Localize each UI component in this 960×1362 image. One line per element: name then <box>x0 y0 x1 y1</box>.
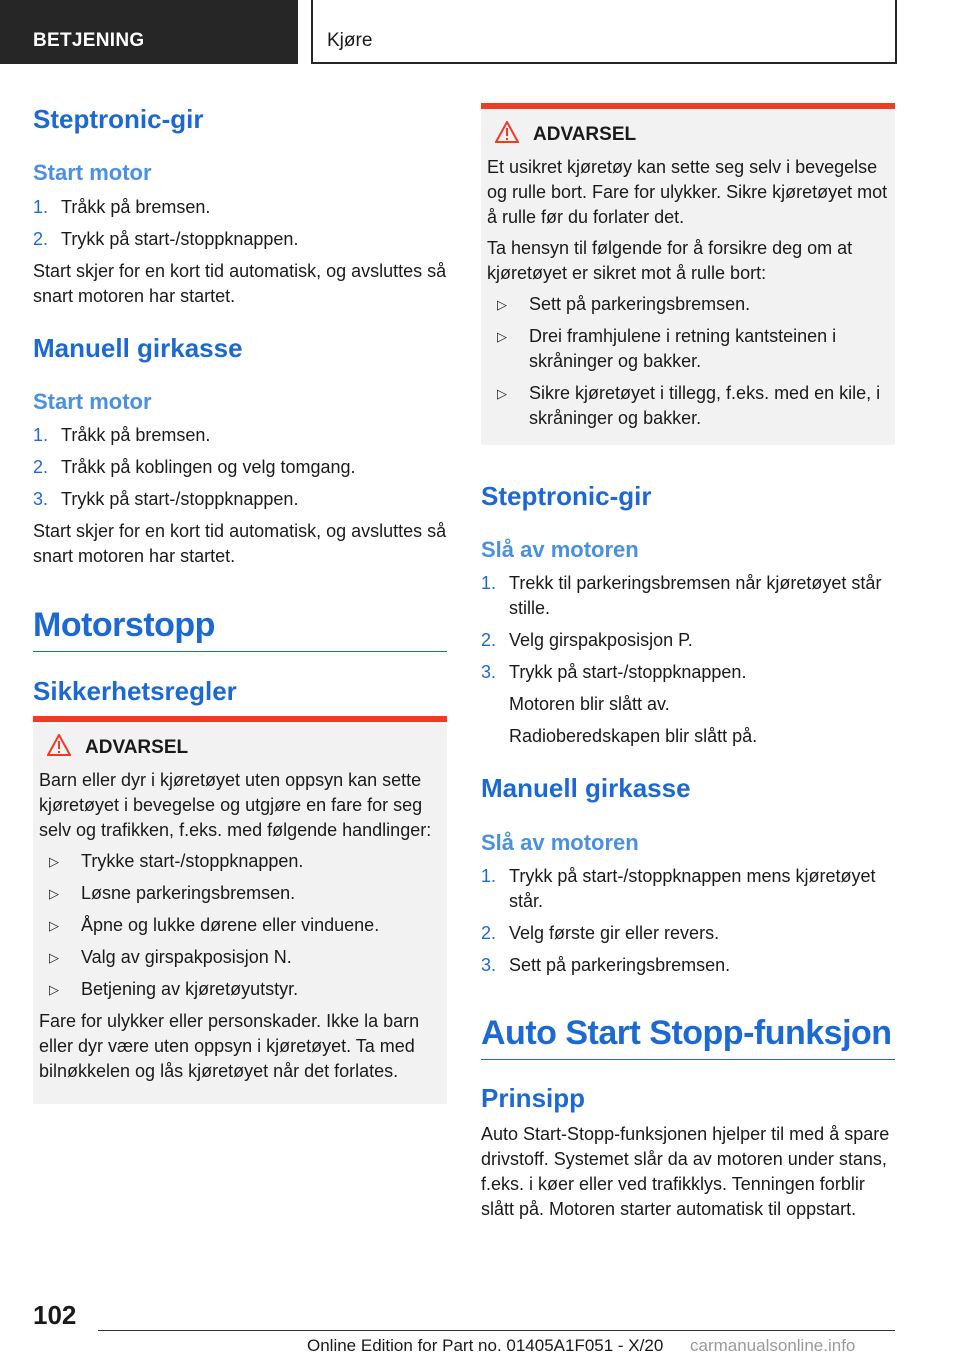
triangle-bullet-icon: ▷ <box>49 886 59 901</box>
heading-start-motor-1: Start motor <box>33 160 152 185</box>
list-item: 1. Trekk til parkeringsbremsen når kjøretøyet står stille. <box>481 573 882 618</box>
list-item: ▷ Løsne parkeringsbremsen. <box>39 881 441 906</box>
start-motor-2-text: Start skjer for en kort tid automatisk, og avsluttes så snart motoren har startet. <box>33 521 447 566</box>
triangle-bullet-icon: ▷ <box>497 297 507 312</box>
edition-text: Online Edition for Part no. 01405A1F051 - X/20 <box>307 1336 664 1355</box>
triangle-bullet-icon: ▷ <box>49 918 59 933</box>
list-item: 3. Sett på parkeringsbremsen. <box>481 955 731 975</box>
warning-triangle-icon <box>47 734 71 762</box>
section-tab <box>0 0 298 64</box>
heading-engine-off-2: Slå av motoren <box>481 830 639 855</box>
footer-divider <box>98 1330 895 1331</box>
principle-text: Auto Start-Stopp-funksjonen hjelper til med å spare drivstoff. Systemet slår da av motoren under stans, f.eks. i køer eller ved trafikklys. Tenningen forblir slått på. Motoren starter automatisk til oppstart. <box>481 1124 890 1219</box>
heading-manual-gearbox: Manuell girkasse <box>33 333 243 363</box>
list-item: ▷ Åpne og lukke dørene eller vinduene. <box>39 913 441 938</box>
chapter-label: Kjøre <box>327 30 373 51</box>
section-label: BETJENING <box>33 30 145 51</box>
warning-header <box>47 734 441 762</box>
warning-box-right <box>481 103 895 445</box>
list-item: 3. Trykk på start-/stoppknappen. <box>33 489 299 509</box>
heading-engine-off-1: Slå av motoren <box>481 537 639 562</box>
list-item: 2. Tråkk på koblingen og velg tomgang. <box>33 457 356 477</box>
list-item: 2. Velg første gir eller revers. <box>481 923 720 943</box>
warning-paragraph-1: Et usikret kjøretøy kan sette seg selv i bevegelse og rulle bort. Fare for ulykker. Sikre kjøretøyet mot å rulle før du forlater det. <box>487 157 888 227</box>
triangle-bullet-icon: ▷ <box>497 386 507 401</box>
list-item: 1. Tråkk på bremsen. <box>33 425 211 445</box>
warning-outro: Fare for ulykker eller personskader. Ikke la barn eller dyr være uten oppsyn i kjøretøyet. Ta med bilnøkkelen og lås kjøretøyet når det forlates. <box>39 1011 420 1081</box>
triangle-bullet-icon: ▷ <box>49 854 59 869</box>
engine-off-2-steps <box>481 864 895 978</box>
radio-note: Radioberedskapen blir slått på. <box>509 726 758 746</box>
page-number: 102 <box>33 1300 77 1330</box>
list-item: ▷ Sikre kjøretøyet i tillegg, f.eks. med en kile, i skråninger og bakker. <box>497 383 881 428</box>
heading-safety-rules: Sikkerhetsregler <box>33 676 237 706</box>
engine-off-note: Motoren blir slått av. <box>509 694 670 714</box>
triangle-bullet-icon: ▷ <box>49 950 59 965</box>
warning-triangle-icon <box>495 121 519 149</box>
start-motor-2-steps <box>33 423 447 512</box>
warning-box-left <box>33 716 447 1104</box>
warning-label: ADVARSEL <box>533 124 637 145</box>
heading-steptronic: Steptronic-gir <box>33 104 204 134</box>
list-item: ▷ Betjening av kjøretøyutstyr. <box>39 977 441 1002</box>
heading-auto-start-stop: Auto Start Stopp-funksjon <box>481 1014 895 1060</box>
warning-header <box>495 121 889 149</box>
list-item: ▷ Sett på parkeringsbremsen. <box>487 292 889 317</box>
list-item: 1. Tråkk på bremsen. <box>33 197 211 217</box>
start-motor-1-text: Start skjer for en kort tid automatisk, og avsluttes så snart motoren har startet. <box>33 261 447 306</box>
list-item: ▷ Valg av girspakposisjon N. <box>39 945 441 970</box>
list-item: 3. Trykk på start-/stoppknappen. <box>481 662 747 682</box>
triangle-bullet-icon: ▷ <box>49 982 59 997</box>
warning-paragraph-2: Ta hensyn til følgende for å forsikre deg om at kjøretøyet er sikret mot å rulle bort: <box>487 238 853 283</box>
heading-manual-gearbox-right: Manuell girkasse <box>481 773 691 803</box>
warning-intro: Barn eller dyr i kjøretøyet uten oppsyn kan sette kjøretøyet i bevegelse og utgjøre en fare for seg selv og trafikken, f.eks. med følgende handlinger: <box>39 770 432 840</box>
list-item: 2. Velg girspakposisjon P. <box>481 630 693 650</box>
heading-motorstopp: Motorstopp <box>33 606 447 652</box>
heading-steptronic-right: Steptronic-gir <box>481 481 652 511</box>
list-item: ▷ Trykke start-/stoppknappen. <box>39 849 441 874</box>
heading-principle: Prinsipp <box>481 1083 586 1113</box>
start-motor-1-steps <box>33 195 447 252</box>
watermark: carmanualsonline.info <box>690 1336 856 1355</box>
heading-start-motor-2: Start motor <box>33 389 152 414</box>
triangle-bullet-icon: ▷ <box>497 329 507 344</box>
list-item: 1. Trykk på start-/stoppknappen mens kjøretøyet står. <box>481 866 876 911</box>
list-item: 2. Trykk på start-/stoppknappen. <box>33 229 299 249</box>
list-item: ▷ Drei framhjulene i retning kantsteinen i skråninger og bakker. <box>497 326 837 371</box>
engine-off-1-steps <box>481 571 895 749</box>
warning-label: ADVARSEL <box>85 737 189 758</box>
chapter-tab <box>311 0 897 64</box>
